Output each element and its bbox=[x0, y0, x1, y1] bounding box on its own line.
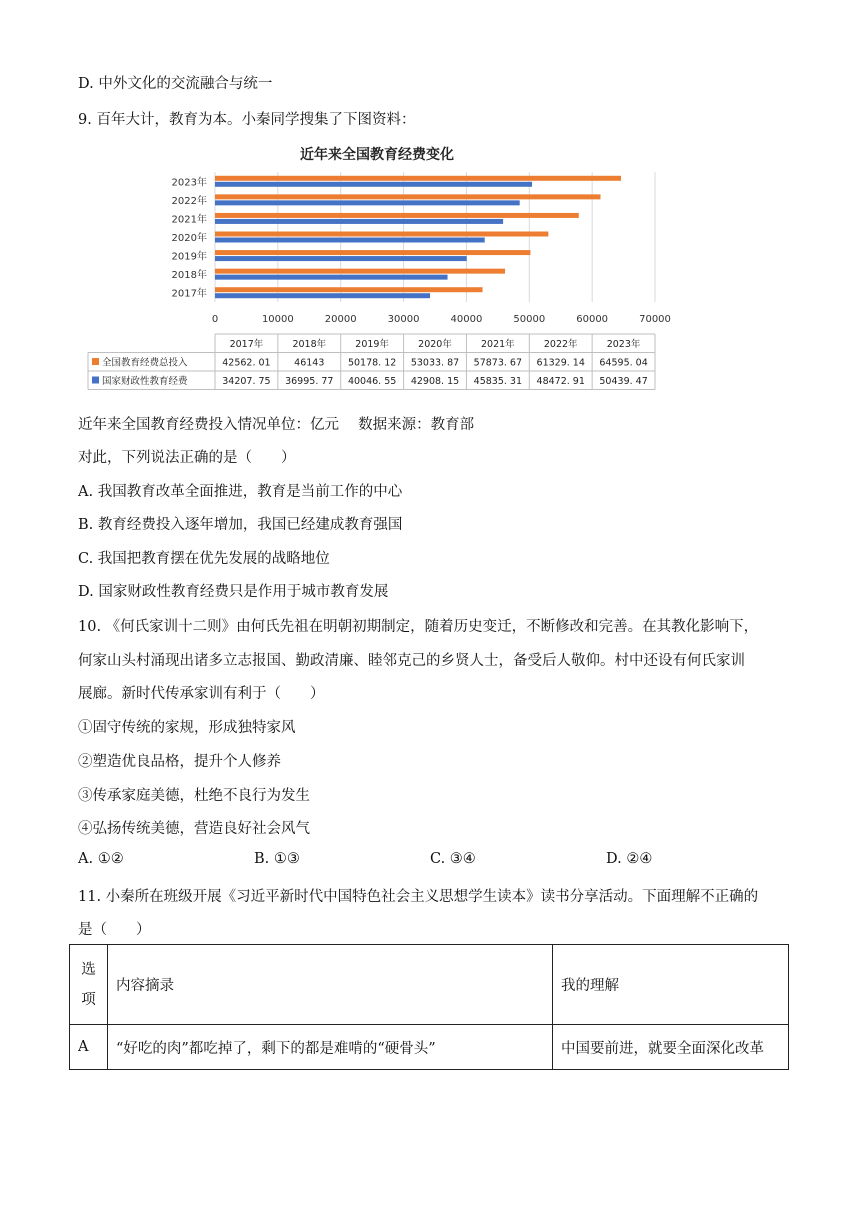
bar-fiscal-2023年 bbox=[215, 182, 532, 187]
category-label: 2021年 bbox=[171, 214, 207, 226]
category-label: 2019年 bbox=[171, 251, 207, 263]
x-tick-label: 60000 bbox=[576, 314, 609, 325]
category-label: 2022年 bbox=[171, 195, 207, 207]
x-tick-label: 10000 bbox=[261, 314, 294, 325]
legend-series-name: 国家财政性教育经费 bbox=[102, 376, 188, 387]
question-9-prompt: 对此，下列说法正确的是（ ） bbox=[78, 450, 296, 466]
bar-total-2023年 bbox=[215, 176, 621, 181]
table-value: 40046. 55 bbox=[347, 376, 397, 387]
table-value: 50178. 12 bbox=[347, 357, 397, 369]
table-header-year: 2020年 bbox=[418, 339, 452, 350]
x-tick-label: 30000 bbox=[387, 314, 420, 325]
header-content: 内容摘录 bbox=[108, 945, 553, 1025]
question-10-line-1: 10. 《何氏家训十二则》由何氏先祖在明朝初期制定，随着历史变迁，不断修改和完善。在其教化影响下， bbox=[78, 619, 759, 635]
table-value: 57873. 67 bbox=[473, 357, 523, 369]
table-row bbox=[70, 1025, 789, 1070]
row-a-option: A bbox=[70, 1025, 108, 1070]
q11-table-header bbox=[70, 945, 789, 1025]
table-value: 34207. 75 bbox=[222, 376, 271, 387]
bar-fiscal-2021年 bbox=[215, 219, 503, 224]
table-value: 46143 bbox=[294, 357, 325, 369]
bar-fiscal-2022年 bbox=[215, 200, 520, 205]
table-header-year: 2018年 bbox=[292, 339, 327, 350]
q10-option-b: B. ①③ bbox=[254, 851, 300, 867]
chart-x-tick-labels bbox=[212, 314, 671, 325]
header-understanding: 我的理解 bbox=[553, 945, 789, 1025]
bar-total-2019年 bbox=[215, 250, 530, 255]
bar-total-2018年 bbox=[215, 269, 505, 274]
table-header-year: 2023年 bbox=[606, 339, 641, 350]
question-11-line-1: 11. 小秦所在班级开展《习近平新时代中国特色社会主义思想学生读本》读书分享活动。下面理解不正确的 bbox=[78, 889, 759, 905]
table-value: 61329. 14 bbox=[536, 357, 585, 369]
option-d-q8: D. 中外文化的交流融合与统一 bbox=[78, 76, 273, 92]
question-10-line-3: 展廊。新时代传承家训有利于（ ） bbox=[78, 686, 325, 702]
bar-total-2020年 bbox=[215, 232, 548, 237]
table-header-year: 2021年 bbox=[481, 339, 515, 350]
table-value: 50439. 47 bbox=[599, 376, 648, 387]
bar-total-2021年 bbox=[215, 213, 579, 218]
q9-option-a: A. 我国教育改革全面推进，教育是当前工作的中心 bbox=[78, 484, 403, 500]
table-value: 45835. 31 bbox=[473, 376, 523, 387]
chart-data-table bbox=[88, 334, 655, 390]
bar-fiscal-2018年 bbox=[215, 275, 448, 280]
chart-source-note: 近年来全国教育经费投入情况单位：亿元 数据来源：教育部 bbox=[78, 417, 475, 433]
chart-title: 近年来全国教育经费变化 bbox=[300, 147, 454, 163]
category-label: 2023年 bbox=[171, 177, 207, 189]
q9-option-c: C. 我国把教育摆在优先发展的战略地位 bbox=[78, 551, 330, 567]
q9-option-b: B. 教育经费投入逐年增加，我国已经建成教育强国 bbox=[78, 517, 403, 533]
q11-table bbox=[69, 944, 789, 1070]
category-label: 2020年 bbox=[171, 233, 207, 244]
q10-options bbox=[78, 851, 798, 871]
table-header-year: 2019年 bbox=[355, 339, 389, 350]
question-11-line-2: 是（ ） bbox=[78, 922, 151, 938]
q10-statement-3: ③传承家庭美德，杜绝不良行为发生 bbox=[78, 788, 310, 804]
table-header-year: 2022年 bbox=[543, 339, 578, 350]
x-tick-label: 20000 bbox=[324, 314, 357, 325]
table-value: 36995. 77 bbox=[285, 376, 334, 387]
table-header-year: 2017年 bbox=[229, 339, 264, 350]
table-value: 53033. 87 bbox=[410, 357, 460, 369]
row-a-understanding: 中国要前进，就要全面深化改革 bbox=[553, 1025, 789, 1070]
bar-fiscal-2019年 bbox=[215, 256, 467, 261]
row-a-content: “好吃的肉”都吃掉了，剩下的都是难啃的“硬骨头” bbox=[108, 1025, 553, 1070]
legend-series-name: 全国教育经费总投入 bbox=[102, 357, 188, 369]
table-value: 48472. 91 bbox=[536, 376, 585, 387]
chart-category-labels bbox=[172, 175, 207, 299]
x-tick-label: 70000 bbox=[639, 314, 671, 325]
q10-option-d: D. ②④ bbox=[606, 851, 653, 867]
category-label: 2018年 bbox=[171, 270, 207, 282]
bar-fiscal-2017年 bbox=[215, 293, 430, 298]
question-10-line-2: 何家山头村涌现出诸多立志报国、勤政清廉、睦邻克己的乡贤人士，备受后人敬仰。村中还设有何氏家训 bbox=[78, 653, 745, 669]
q10-option-c: C. ③④ bbox=[430, 851, 476, 867]
category-label: 2017年 bbox=[171, 288, 207, 300]
chart-bars bbox=[215, 176, 621, 298]
bar-total-2022年 bbox=[215, 194, 600, 199]
x-tick-label: 50000 bbox=[513, 314, 546, 325]
q10-statement-1: ①固守传统的家规，形成独特家风 bbox=[78, 720, 296, 736]
question-9-stem: 9. 百年大计，教育为本。小秦同学搜集了下图资料： bbox=[78, 112, 416, 128]
x-tick-label: 0 bbox=[211, 314, 219, 325]
legend-swatch bbox=[92, 358, 99, 365]
q9-option-d: D. 国家财政性教育经费只是作用于城市教育发展 bbox=[78, 584, 389, 600]
q10-option-a: A. ①② bbox=[78, 851, 124, 867]
header-option: 选项 bbox=[70, 945, 108, 1025]
x-tick-label: 40000 bbox=[450, 314, 483, 325]
chart-gridlines bbox=[215, 172, 655, 302]
q10-statement-4: ④弘扬传统美德，营造良好社会风气 bbox=[78, 821, 310, 837]
table-value: 42562. 01 bbox=[222, 357, 271, 369]
bar-total-2017年 bbox=[215, 287, 483, 292]
education-funding-chart bbox=[82, 142, 672, 394]
table-value: 64595. 04 bbox=[599, 357, 648, 369]
chart-svg bbox=[82, 142, 672, 394]
table-value: 42908. 15 bbox=[410, 376, 460, 387]
bar-fiscal-2020年 bbox=[215, 238, 485, 243]
q10-statement-2: ②塑造优良品格，提升个人修养 bbox=[78, 754, 281, 770]
legend-swatch bbox=[92, 377, 99, 384]
